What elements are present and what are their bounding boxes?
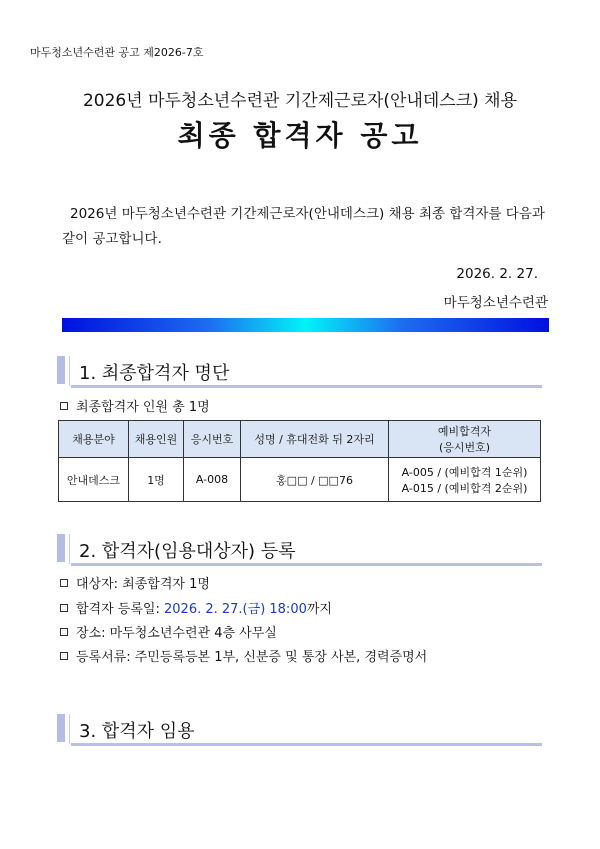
column-header: 성명 / 휴대전화 뒤 2자리 <box>241 421 389 458</box>
column-header: 채용분야 <box>59 421 129 458</box>
list-item: 최종합격자 인원 총 1명 <box>60 396 210 415</box>
checkbox-bullet-icon <box>60 652 68 660</box>
notice-title: 최종 합격자 공고 <box>177 119 423 152</box>
column-header: 예비합격자 (응시번호) <box>389 421 541 458</box>
list-item: 합격자 등록일: 2026. 2. 27.(금) 18:00까지 <box>60 598 332 617</box>
intro-paragraph: 2026년 마두청소년수련관 기간제근로자(안내데스크) 채용 최종 합격자를 다음과 같이 공고합니다. <box>62 206 545 247</box>
section-2-header <box>57 534 547 566</box>
gradient-divider <box>62 318 549 332</box>
table-header-row <box>59 421 541 458</box>
table-cell: 홍□□ / □□76 <box>241 458 389 502</box>
document-number: 마두청소년수련관 공고 제2026-7호 <box>30 46 204 59</box>
notice-date: 2026. 2. 27. <box>456 266 538 282</box>
checkbox-bullet-icon <box>60 402 68 410</box>
table-cell: A-005 / (예비합격 1순위) A-015 / (예비합격 2순위) <box>389 458 541 502</box>
list-item: 대상자: 최종합격자 1명 <box>60 573 210 592</box>
list-item: 장소: 마두청소년수련관 4층 사무실 <box>60 622 277 641</box>
column-header: 응시번호 <box>184 421 241 458</box>
section-title: 1. 최종합격자 명단 <box>79 363 230 384</box>
checkbox-bullet-icon <box>60 604 68 612</box>
checkbox-bullet-icon <box>60 579 68 587</box>
column-header: 채용인원 <box>129 421 184 458</box>
notice-subtitle: 2026년 마두청소년수련관 기간제근로자(안내데스크) 채용 <box>82 91 518 111</box>
section-title: 3. 합격자 임용 <box>79 721 195 742</box>
section-title: 2. 합격자(임용대상자) 등록 <box>79 541 296 562</box>
table-cell: A-008 <box>184 458 241 502</box>
section-1-header <box>57 356 547 388</box>
checkbox-bullet-icon <box>60 628 68 636</box>
table-row <box>59 458 541 502</box>
table-cell: 안내데스크 <box>59 458 129 502</box>
section-3-header <box>57 714 547 746</box>
organization-name: 마두청소년수련관 <box>443 295 548 311</box>
finalist-table <box>58 420 541 502</box>
list-item: 등록서류: 주민등록등본 1부, 신분증 및 통장 사본, 경력증명서 <box>60 646 427 665</box>
table-cell: 1명 <box>129 458 184 502</box>
